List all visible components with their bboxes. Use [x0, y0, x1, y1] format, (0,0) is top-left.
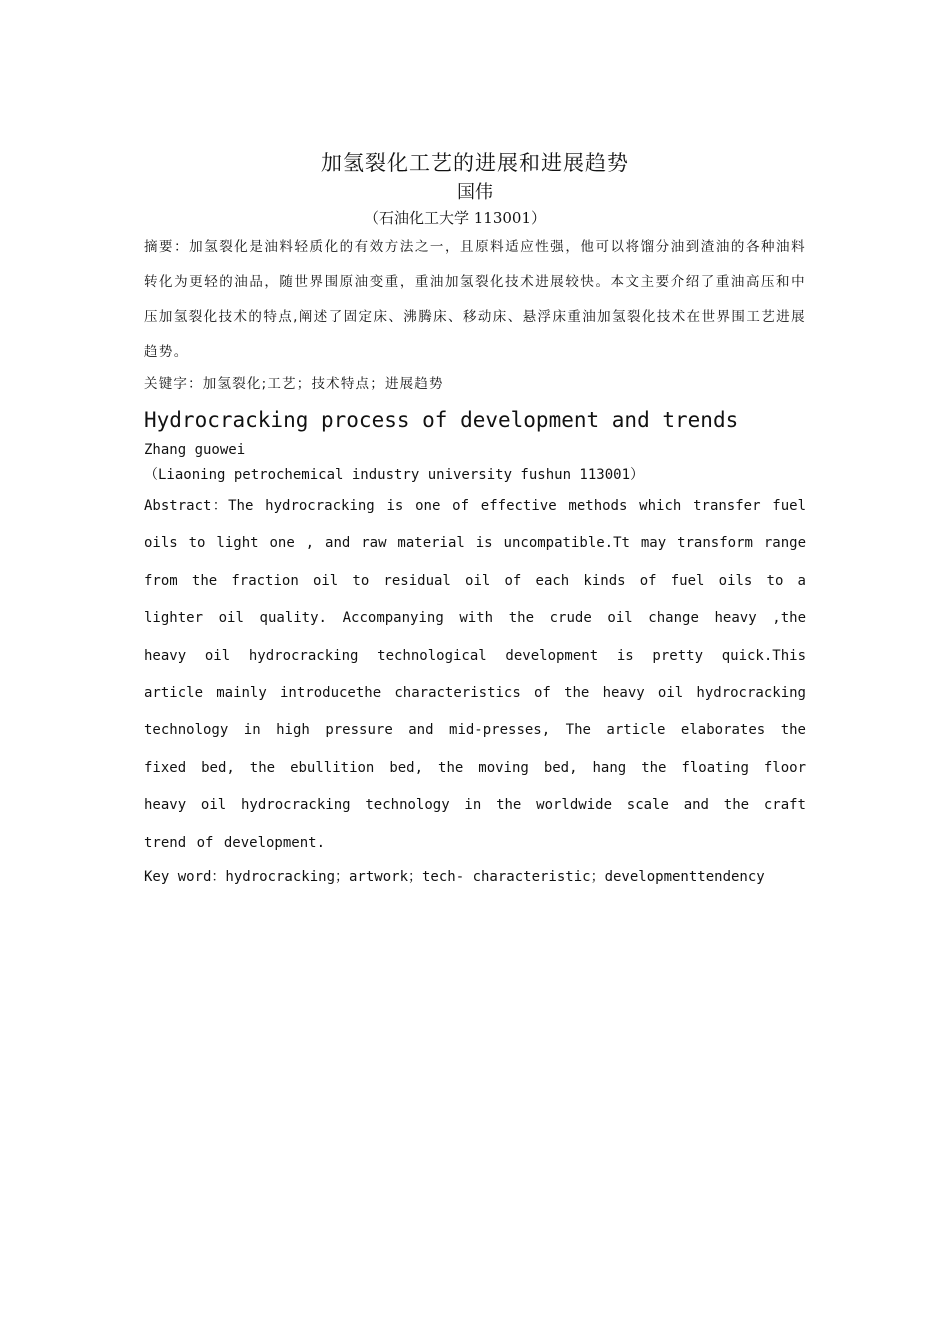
chinese-author: 国伟 — [457, 182, 493, 203]
english-author: Zhang guowei — [144, 442, 246, 458]
english-keywords: Key word：hydrocracking；artwork；tech- characteristic；developmenttendency — [144, 869, 765, 886]
chinese-title: 加氢裂化工艺的进展和进展趋势 — [321, 151, 629, 175]
paper-page — [144, 140, 806, 892]
chinese-affiliation: （石油化工大学 113001） — [363, 209, 547, 227]
chinese-abstract: 摘要：加氢裂化是油料轻质化的有效方法之一，且原料适应性强，他可以将馏分油到渣油的各种油料转化为更轻的油品，随世界围原油变重，重油加氢裂化技术进展较快。本文主要介绍了重油高压和中压加氢裂化技术的特点,阐述了固定床、沸腾床、移动床、悬浮床重油加氢裂化技术在世界围工艺进展趋势。 — [144, 239, 806, 360]
chinese-keywords: 关键字：加氢裂化;工艺；技术特点；进展趋势 — [144, 376, 444, 392]
english-affiliation: （Liaoning petrochemical industry university fushun 113001） — [144, 467, 645, 483]
english-abstract: Abstract：The hydrocracking is one of effective methods which transfer fuel oils to light one , and raw material is uncompatible.Tt may transform range from the fraction oil to residual oil of each kinds of fuel oils to a lighter oil quality. Accompanying with the crude oil change heavy ,the heavy oil hydrocracking technological development is pretty quick.This article mainly introducethe characteristics of the heavy oil hydrocracking technology in high pressure and mid-presses, The article elaborates the fixed bed, the ebullition bed, the moving bed, hang the floating floor heavy oil hydrocracking technology in the worldwide scale and the craft trend of development. — [144, 498, 806, 851]
english-title: Hydrocracking process of development and trends — [144, 408, 739, 432]
